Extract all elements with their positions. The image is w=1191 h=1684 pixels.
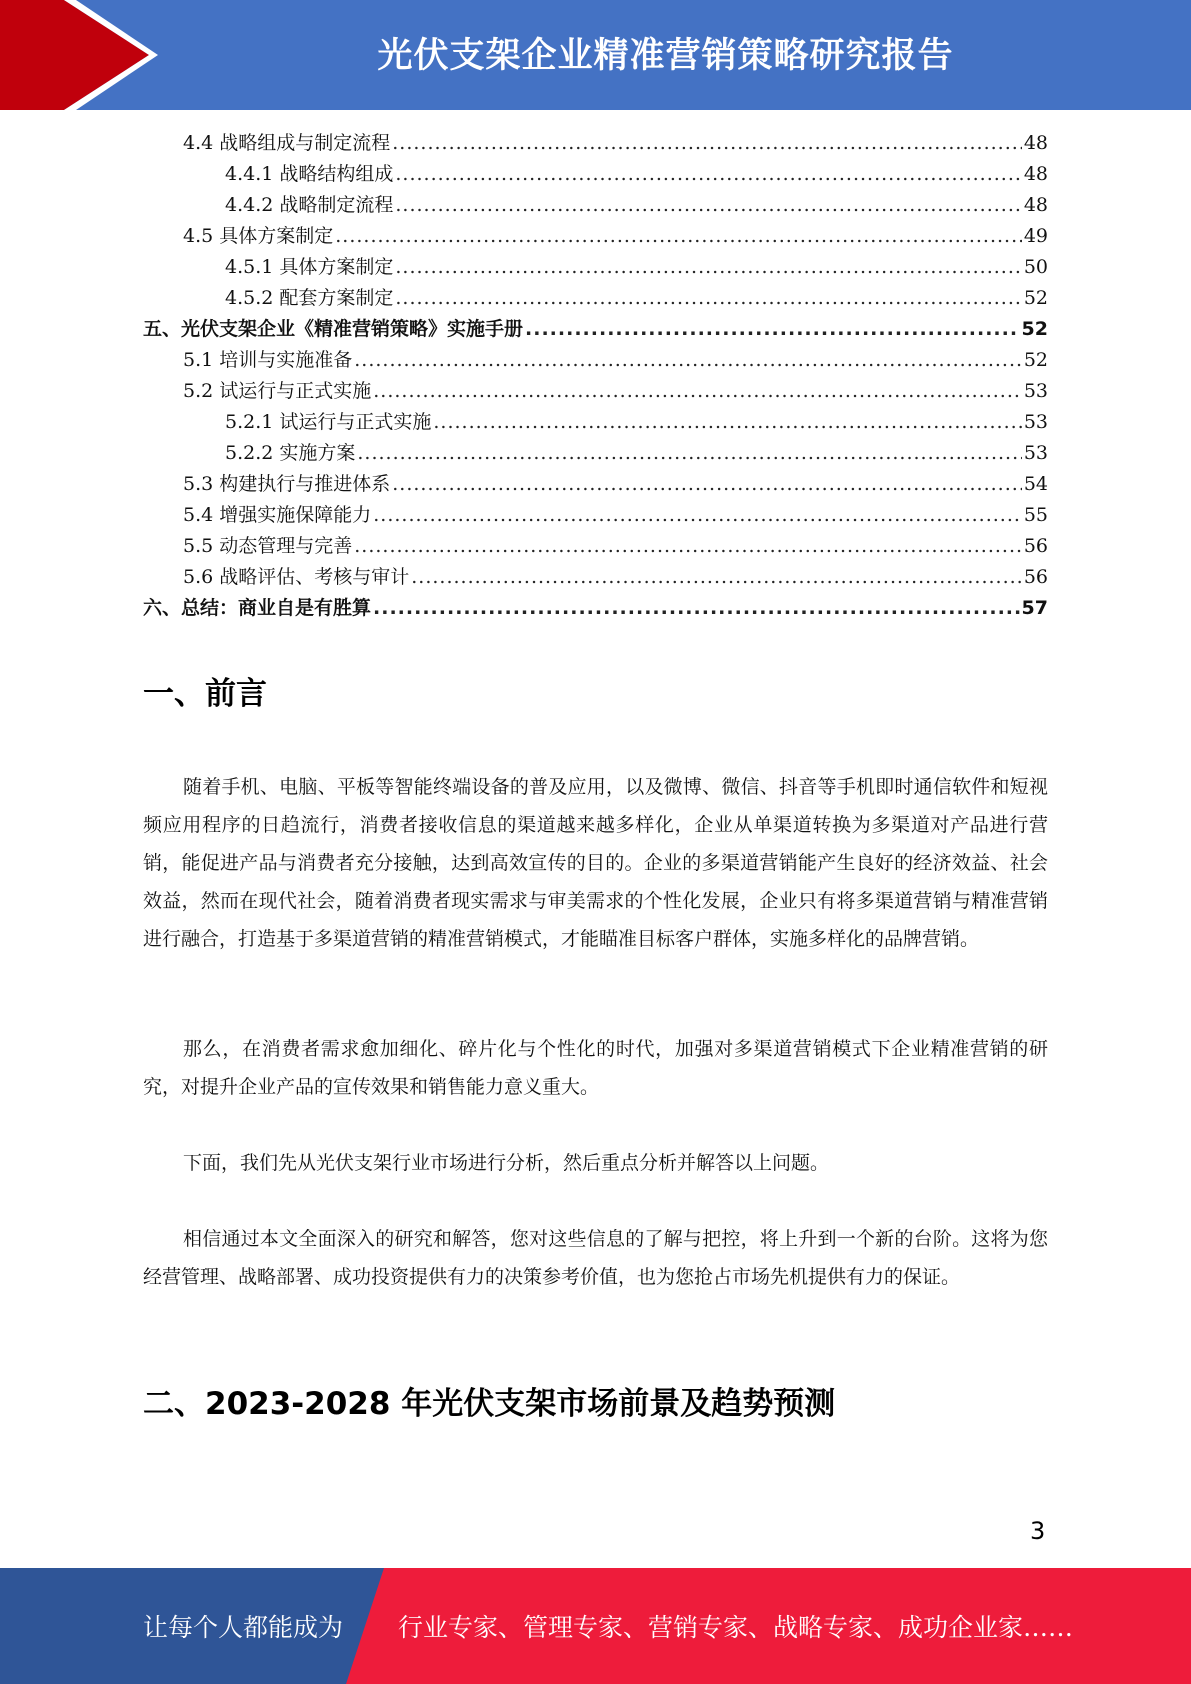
toc-entry-label: 4.4.2 战略制定流程 [225,194,394,216]
toc-entry[interactable] [143,159,1048,190]
toc-entry-label: 5.3 构建执行与推进体系 [183,473,391,495]
toc-entry-page: 49 [1023,225,1048,247]
toc-entry-label: 4.5 具体方案制定 [183,225,334,247]
toc-entry[interactable] [143,283,1048,314]
toc-leader-dots [392,128,1022,159]
page-number: 3 [1030,1517,1046,1545]
toc-entry-page: 50 [1023,256,1048,278]
footer-slogan-right: 行业专家、管理专家、营销专家、战略专家、成功企业家…… [398,1613,1074,1642]
toc-entry[interactable] [143,345,1048,376]
toc-entry-page: 56 [1023,535,1048,557]
toc-entry-label: 5.2.1 试运行与正式实施 [225,411,432,433]
toc-entry-page: 53 [1023,411,1048,433]
toc-leader-dots [373,376,1022,407]
toc-entry[interactable] [143,500,1048,531]
footer-slogan-left: 让每个人都能成为 [143,1613,344,1642]
toc-leader-dots [411,562,1022,593]
toc-leader-dots [335,221,1022,252]
toc-entry-page: 48 [1023,132,1048,154]
toc-entry-label: 5.1 培训与实施准备 [183,349,353,371]
toc-entry-page: 52 [1023,349,1048,371]
toc-entry-page: 52 [1023,287,1048,309]
toc-entry-page: 52 [1021,318,1048,340]
toc-entry-page: 54 [1023,473,1048,495]
section-heading-market-outlook: 二、2023-2028 年光伏支架市场前景及趋势预测 [143,1386,836,1422]
toc-leader-dots [525,314,1020,345]
toc-entry-label: 5.6 战略评估、考核与审计 [183,566,410,588]
toc-entry-page: 53 [1023,380,1048,402]
toc-entry-label: 4.5.2 配套方案制定 [225,287,394,309]
toc-entry-label: 4.5.1 具体方案制定 [225,256,394,278]
toc-entry-page: 56 [1023,566,1048,588]
toc-leader-dots [392,469,1022,500]
toc-entry-page: 48 [1023,163,1048,185]
toc-entry[interactable] [143,407,1048,438]
toc-entry-page: 48 [1023,194,1048,216]
report-title: 光伏支架企业精准营销策略研究报告 [377,36,954,76]
toc-leader-dots [395,159,1021,190]
toc-entry[interactable] [143,531,1048,562]
toc-entry[interactable] [143,593,1048,624]
toc-entry-label: 4.4 战略组成与制定流程 [183,132,391,154]
toc-entry[interactable] [143,469,1048,500]
toc-leader-dots [357,438,1021,469]
toc-entry-label: 五、光伏支架企业《精准营销策略》实施手册 [143,318,524,340]
toc-leader-dots [433,407,1021,438]
table-of-contents [143,128,1048,624]
toc-entry[interactable] [143,376,1048,407]
toc-leader-dots [395,283,1021,314]
preface-paragraph: 下面，我们先从光伏支架行业市场进行分析，然后重点分析并解答以上问题。 [183,1152,830,1174]
footer-banner [0,1568,1191,1684]
preface-paragraph: 那么，在消费者需求愈加细化、碎片化与个性化的时代，加强对多渠道营销模式下企业精准营销的研究，对提升企业产品的宣传效果和销售能力意义重大。 [143,1038,1048,1098]
toc-leader-dots [395,252,1021,283]
toc-entry[interactable] [143,221,1048,252]
toc-entry[interactable] [143,252,1048,283]
toc-entry-label: 5.5 动态管理与完善 [183,535,353,557]
toc-entry[interactable] [143,314,1048,345]
preface-paragraph: 随着手机、电脑、平板等智能终端设备的普及应用，以及微博、微信、抖音等手机即时通信软件和短视频应用程序的日趋流行，消费者接收信息的渠道越来越多样化，企业从单渠道转换为多渠道对产品进行营销，能促进产品与消费者充分接触，达到高效宣传的目的。企业的多渠道营销能产生良好的经济效益、社会效益，然而在现代社会，随着消费者现实需求与审美需求的个性化发展，企业只有将多渠道营销与精准营销进行融合，打造基于多渠道营销的精准营销模式，才能瞄准目标客户群体，实施多样化的品牌营销。 [143,776,1048,950]
toc-entry[interactable] [143,438,1048,469]
toc-leader-dots [373,593,1020,624]
toc-leader-dots [373,500,1022,531]
toc-entry[interactable] [143,562,1048,593]
toc-entry-label: 4.4.1 战略结构组成 [225,163,394,185]
toc-entry-page: 53 [1023,442,1048,464]
toc-leader-dots [354,345,1022,376]
toc-entry-page: 55 [1023,504,1048,526]
section-heading-preface: 一、前言 [143,676,267,712]
toc-entry-label: 5.2 试运行与正式实施 [183,380,372,402]
preface-paragraph: 相信通过本文全面深入的研究和解答，您对这些信息的了解与把控，将上升到一个新的台阶。这将为您经营管理、战略部署、成功投资提供有力的决策参考价值，也为您抢占市场先机提供有力的保证。 [143,1228,1048,1288]
toc-leader-dots [395,190,1021,221]
toc-entry[interactable] [143,128,1048,159]
toc-leader-dots [354,531,1022,562]
toc-entry-page: 57 [1021,597,1048,619]
header-banner [0,0,1191,110]
toc-entry-label: 5.2.2 实施方案 [225,442,356,464]
toc-entry[interactable] [143,190,1048,221]
toc-entry-label: 六、总结：商业自是有胜算 [143,597,372,619]
toc-entry-label: 5.4 增强实施保障能力 [183,504,372,526]
